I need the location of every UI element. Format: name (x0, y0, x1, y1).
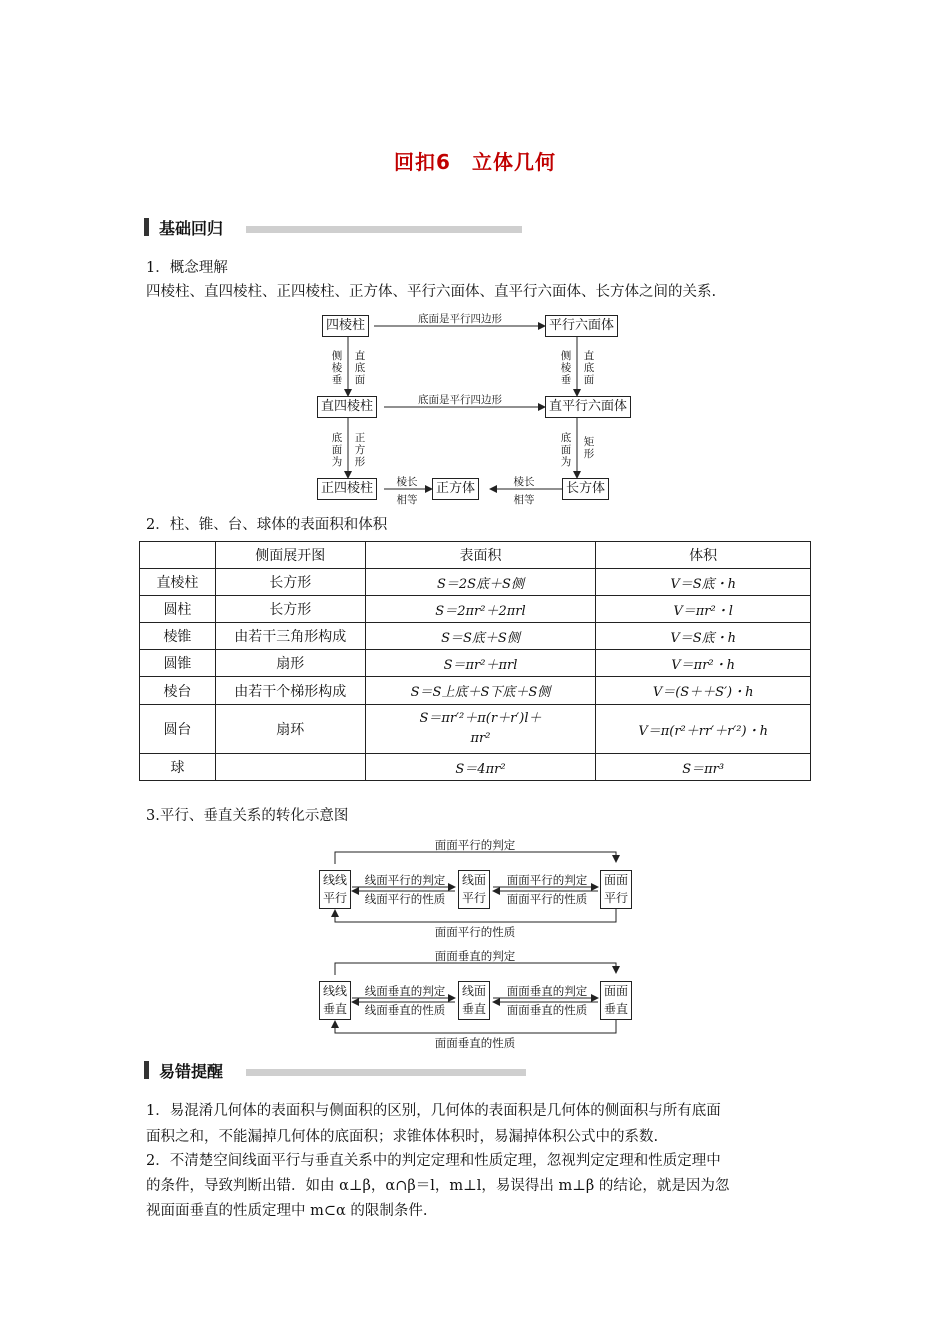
section-heading-text: 易错提醒 (159, 1062, 224, 1081)
box-siling: 四棱柱 (322, 315, 369, 337)
unfold-shape: 由若干个梯形构成 (215, 677, 365, 705)
area-formula: S＝2S底＋S侧 (365, 569, 596, 596)
box-text: 线线 (322, 873, 347, 887)
unfold-shape: 由若干三角形构成 (215, 623, 365, 650)
solid-name: 圆台 (140, 705, 216, 754)
solid-name: 棱台 (140, 677, 216, 705)
box-plane-plane-perp (600, 981, 632, 1020)
volume-formula: V＝πr²・h (596, 650, 811, 677)
parallel-right-top: 面面平行的判定 (506, 873, 588, 887)
box-text: 平行 (603, 891, 628, 905)
label-right-lower-b: 矩形 (583, 436, 595, 460)
parallel-bottom-label: 面面平行的性质 (434, 925, 516, 939)
table-row (140, 650, 811, 677)
section-heading-text: 基础回归 (159, 219, 224, 238)
page-title: 回扣6 立体几何 (394, 150, 556, 174)
box-text: 面面 (603, 873, 628, 887)
volume-formula: V＝πr²・l (596, 596, 811, 623)
area-formula: S＝2πr²＋2πrl (365, 596, 596, 623)
item-2-title: 2．柱、锥、台、球体的表面积和体积 (146, 517, 388, 533)
box-zhipingxing: 直平行六面体 (545, 396, 631, 418)
perp-left-top: 线面垂直的判定 (364, 984, 446, 998)
solid-name: 圆锥 (140, 650, 216, 677)
solid-name: 球 (140, 754, 216, 781)
pitfall-1-line2: 面积之和，不能漏掉几何体的底面积；求锥体体积时，易漏掉体积公式中的系数. (146, 1129, 659, 1145)
box-zhengsiling: 正四棱柱 (317, 478, 377, 500)
table-header-row (140, 542, 811, 569)
area-formula: S＝S上底＋S下底＋S侧 (365, 677, 596, 705)
box-line-plane-parallel (458, 870, 490, 909)
box-line-line-parallel (319, 870, 351, 909)
parallel-left-bot: 线面平行的性质 (364, 892, 446, 906)
perp-right-top: 面面垂直的判定 (506, 984, 588, 998)
section-marker (144, 218, 149, 236)
pitfall-2-line1: 2．不清楚空间线面平行与垂直关系中的判定定理和性质定理，忽视判定定理和性质定理中 (146, 1153, 721, 1169)
perp-left-bot: 线面垂直的性质 (364, 1003, 446, 1017)
label-left-lower-b: 正方形 (354, 432, 366, 468)
header-cell (140, 542, 216, 569)
label-left-upper-a: 侧棱垂 (331, 350, 343, 386)
box-text: 线面 (461, 984, 486, 998)
parallel-top-label: 面面平行的判定 (434, 838, 516, 852)
volume-formula: V＝S底・h (596, 623, 811, 650)
parallel-right-bot: 面面平行的性质 (506, 892, 588, 906)
perp-top-label: 面面垂直的判定 (434, 949, 516, 963)
area-formula-line1: S＝πr′²＋π(r＋r′)l＋ (419, 711, 542, 726)
volume-formula: V＝(S＋＋S′)・h (596, 677, 811, 705)
label-br-bot: 相等 (513, 494, 535, 506)
area-formula: S＝S底＋S侧 (365, 623, 596, 650)
area-formula: S＝4πr² (365, 754, 596, 781)
table-row (140, 569, 811, 596)
box-changfang: 长方体 (562, 478, 609, 500)
box-text: 线面 (461, 873, 486, 887)
area-formula: S＝πr²＋πrl (365, 650, 596, 677)
perp-right-bot: 面面垂直的性质 (506, 1003, 588, 1017)
item-1-description: 四棱柱、直四棱柱、正四棱柱、正方体、平行六面体、直平行六面体、长方体之间的关系. (146, 284, 717, 300)
box-text: 垂直 (322, 1002, 347, 1016)
area-formula (365, 705, 596, 754)
table-row (140, 623, 811, 650)
section-rule (246, 1069, 526, 1076)
box-text: 垂直 (603, 1002, 628, 1016)
label-left-upper-b: 直底面 (354, 350, 366, 386)
box-text: 平行 (461, 891, 486, 905)
pitfall-1-line1: 1．易混淆几何体的表面积与侧面积的区别，几何体的表面积是几何体的侧面积与所有底面 (146, 1103, 721, 1119)
area-formula-line2: πr² (470, 731, 491, 746)
unfold-shape: 扇形 (215, 650, 365, 677)
solid-name: 棱锥 (140, 623, 216, 650)
item-3-title: 3.平行、垂直关系的转化示意图 (146, 808, 349, 824)
header-cell: 表面积 (365, 542, 596, 569)
table-row (140, 754, 811, 781)
label-right-lower-a: 底面为 (560, 432, 572, 468)
box-pingxing: 平行六面体 (545, 315, 618, 337)
box-line-plane-perp (458, 981, 490, 1020)
label-right-upper-b: 直底面 (583, 350, 595, 386)
header-cell: 体积 (596, 542, 811, 569)
label-bl-top: 棱长 (396, 476, 418, 488)
volume-formula: S＝πr³ (596, 754, 811, 781)
unfold-shape (215, 754, 365, 781)
box-text: 面面 (603, 984, 628, 998)
label-top-arrow: 底面是平行四边形 (418, 313, 502, 325)
pitfall-2-line3: 视面面垂直的性质定理中 m⊂α 的限制条件. (146, 1203, 428, 1219)
section-marker (144, 1061, 149, 1079)
parallel-left-top: 线面平行的判定 (364, 873, 446, 887)
perp-bottom-label: 面面垂直的性质 (434, 1036, 516, 1050)
formula-table (139, 541, 811, 781)
prism-relation-diagram (300, 310, 650, 505)
item-1-title: 1．概念理解 (146, 260, 228, 276)
unfold-shape: 长方形 (215, 596, 365, 623)
table-row (140, 677, 811, 705)
label-right-upper-a: 侧棱垂 (560, 350, 572, 386)
parallel-relation-diagram (315, 836, 635, 946)
box-zhengfang: 正方体 (432, 478, 479, 500)
perpendicular-relation-diagram (315, 947, 635, 1057)
unfold-shape: 扇环 (215, 705, 365, 754)
table-row (140, 705, 811, 754)
box-plane-plane-parallel (600, 870, 632, 909)
header-cell: 侧面展开图 (215, 542, 365, 569)
label-left-lower-a: 底面为 (331, 432, 343, 468)
label-bl-bot: 相等 (396, 494, 418, 506)
section-rule (246, 226, 522, 233)
unfold-shape: 长方形 (215, 569, 365, 596)
label-mid-arrow: 底面是平行四边形 (418, 394, 502, 406)
table-row (140, 596, 811, 623)
box-text: 垂直 (461, 1002, 486, 1016)
box-text: 线线 (322, 984, 347, 998)
box-text: 平行 (322, 891, 347, 905)
section-heading-pitfalls (144, 1059, 529, 1081)
box-zhisiling: 直四棱柱 (317, 396, 377, 418)
pitfall-2-line2: 的条件，导致判断出错．如由 α⊥β，α∩β＝l，m⊥l，易误得出 m⊥β 的结论，就是因为忽 (146, 1178, 730, 1194)
volume-formula: V＝π(r²＋rr′＋r′²)・h (596, 705, 811, 754)
solid-name: 圆柱 (140, 596, 216, 623)
solid-name: 直棱柱 (140, 569, 216, 596)
box-line-line-perp (319, 981, 351, 1020)
volume-formula: V＝S底・h (596, 569, 811, 596)
label-br-top: 棱长 (513, 476, 535, 488)
section-heading-basics (144, 216, 524, 238)
